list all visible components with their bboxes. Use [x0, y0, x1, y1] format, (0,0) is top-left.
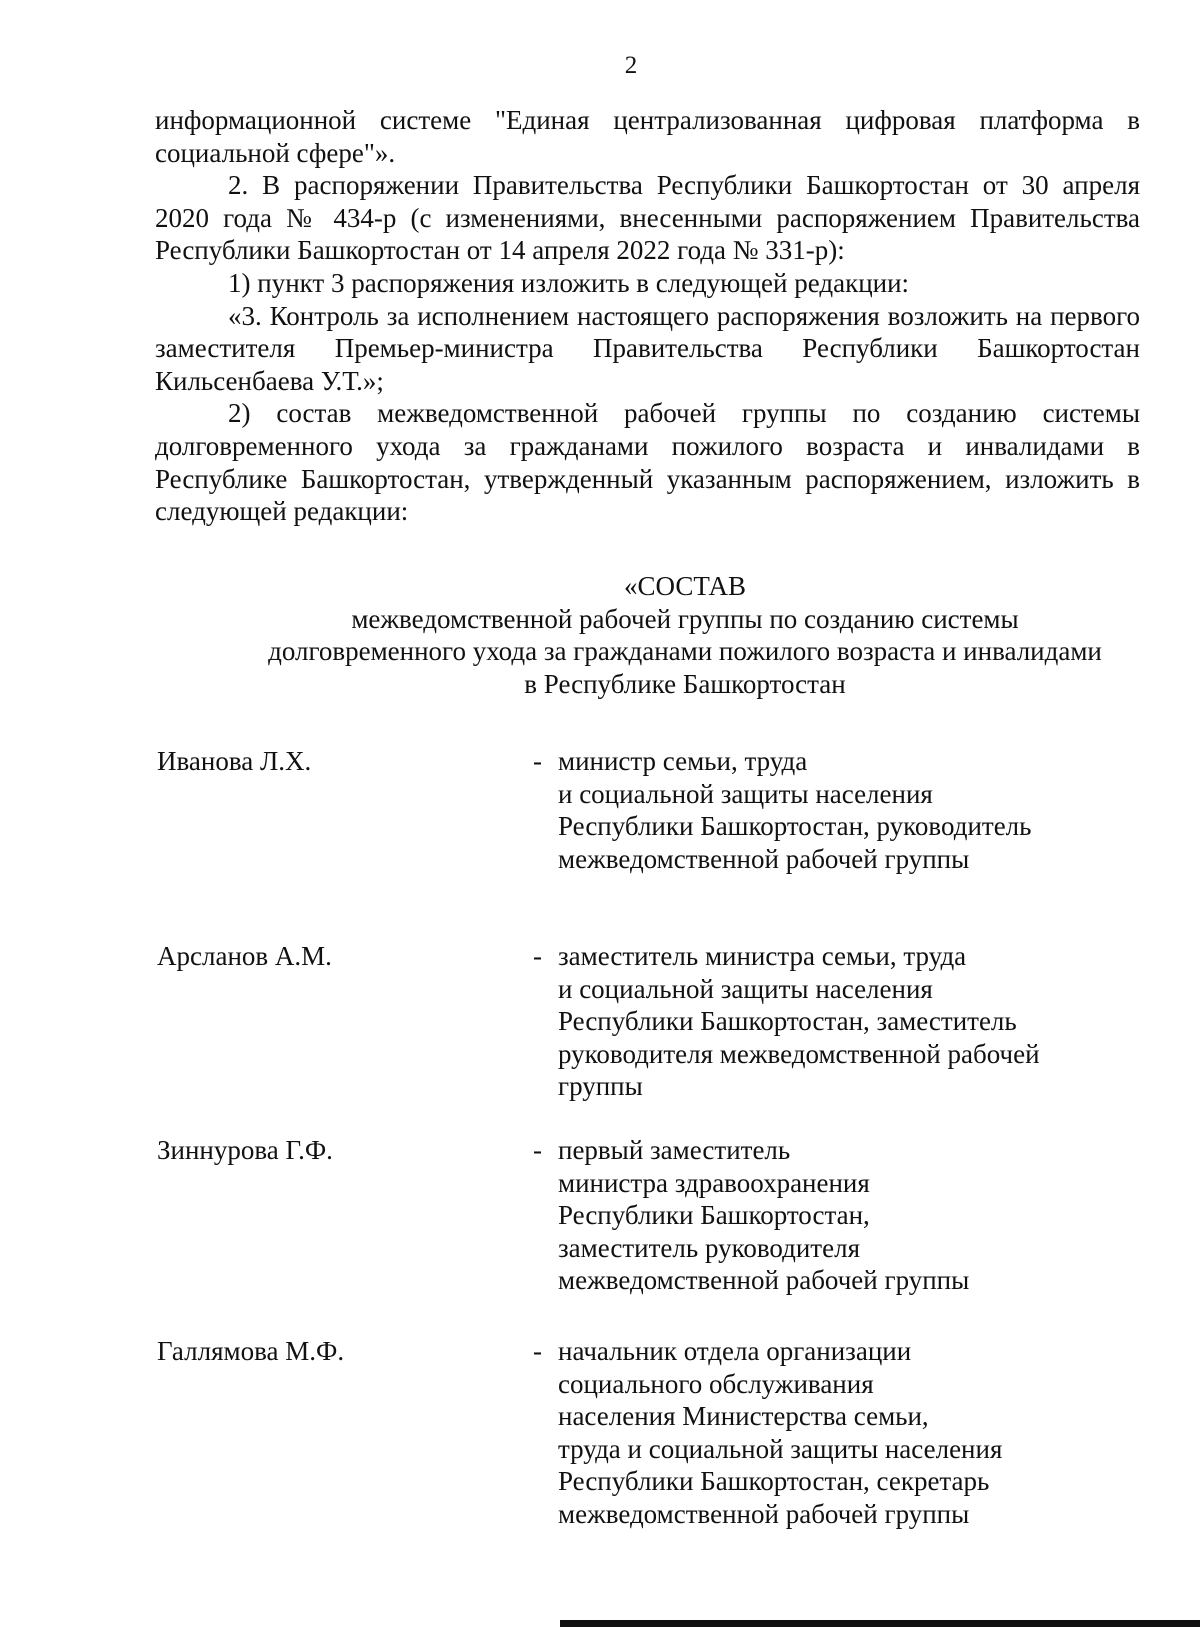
member-role: начальник отдела организации социального обслуживания населения Министерства семьи, труда и социальной защиты населения Республики Башкортостан, секретарь межведомственной рабочей группы [558, 1336, 1003, 1529]
member-name: Зиннурова Г.Ф. [157, 1135, 333, 1165]
member-name: Арсланов А.М. [157, 941, 332, 971]
member-row [155, 745, 1145, 940]
member-row [155, 940, 1145, 1134]
member-role: заместитель министра семьи, труда и социальной защиты населения Республики Башкортостан, заместитель руководителя межведомственной рабочей группы [558, 941, 1040, 1102]
member-role: первый заместитель министра здравоохранения Республики Башкортостан, заместитель руководителя межведомственной рабочей группы [558, 1135, 970, 1296]
member-dash: - [533, 941, 542, 971]
heading-title: «СОСТАВ [623, 571, 746, 601]
heading-line: долговременного ухода за гражданами пожилого возраста и инвалидами [268, 636, 1102, 667]
member-name: Галлямова М.Ф. [157, 1336, 345, 1366]
member-name: Иванова Л.Х. [157, 746, 312, 776]
members-list [155, 745, 1145, 1535]
scan-bottom-edge [560, 1620, 1200, 1627]
paragraph-quoted-point-3: «3. Контроль за исполнением настоящего распоряжения возложить на первого заместителя Премьер-министра Правительства Республики Башкортостан Кильсенбаева У.Т.»; [155, 300, 1140, 396]
composition-heading [155, 570, 1200, 700]
member-dash: - [533, 1135, 542, 1165]
paragraph-subitem-1: 1) пункт 3 распоряжения изложить в следующей редакции: [228, 267, 910, 298]
member-role: министр семьи, труда и социальной защиты населения Республики Башкортостан, руководитель межведомственной рабочей группы [558, 746, 1032, 874]
member-row [155, 1335, 1145, 1535]
member-dash: - [533, 1336, 542, 1366]
heading-line: межведомственной рабочей группы по созданию системы [351, 603, 1019, 634]
paragraph-item-2: 2. В распоряжении Правительства Республики Башкортостан от 30 апреля 2020 года № 434-р (с изменениями, внесенными распоряжением Правительства Республики Башкортостан от 14 апреля 2022 года № 331-р): [155, 170, 1140, 266]
paragraph-subitem-2: 2) состав межведомственной рабочей группы по созданию системы долговременного ухода за гражданами пожилого возраста и инвалидами в Республике Башкортостан, утвержденный указанным распоряжением, изложить в следующей редакции: [155, 398, 1140, 527]
paragraph-continuation: информационной системе "Единая централизованная цифровая платформа в социальной сфере"». [155, 105, 1140, 168]
member-row [155, 1134, 1145, 1335]
body-text [155, 104, 1140, 528]
page-number: 2 [624, 52, 638, 79]
member-dash: - [533, 746, 542, 776]
heading-line: в Республике Башкортостан [524, 668, 846, 699]
